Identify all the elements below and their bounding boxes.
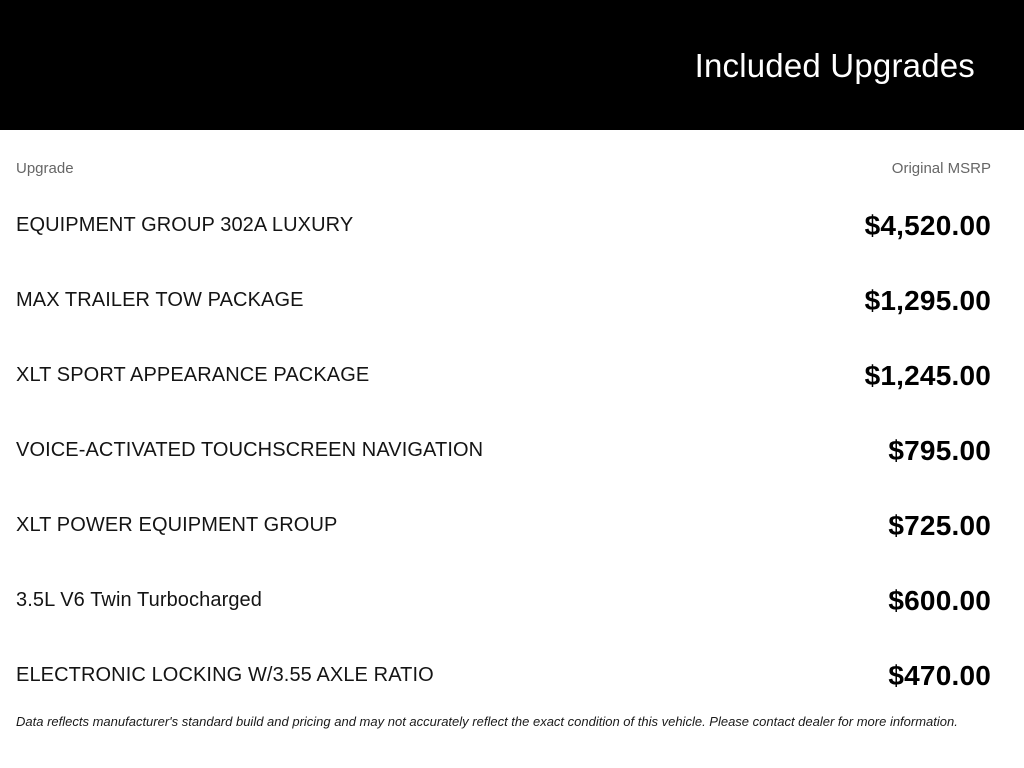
upgrade-name: XLT SPORT APPEARANCE PACKAGE [16, 364, 370, 386]
upgrades-table [0, 130, 1024, 730]
table-row [16, 488, 991, 563]
table-header-row [16, 130, 991, 176]
upgrade-name: VOICE-ACTIVATED TOUCHSCREEN NAVIGATION [16, 439, 484, 461]
table-row [16, 263, 991, 338]
page-title: Included Upgrades [694, 46, 975, 84]
table-body [16, 188, 991, 713]
upgrade-price: $795.00 [888, 434, 991, 466]
column-header-upgrade: Upgrade [16, 160, 74, 177]
upgrade-name: MAX TRAILER TOW PACKAGE [16, 289, 304, 311]
table-row [16, 638, 991, 713]
upgrade-name: ELECTRONIC LOCKING W/3.55 AXLE RATIO [16, 664, 434, 686]
upgrade-price: $1,295.00 [864, 284, 991, 316]
pricing-disclaimer: Data reflects manufacturer's standard build and pricing and may not accurately reflect the exact condition of this vehicle. Please contact dealer for more information. [16, 714, 958, 729]
upgrade-price: $4,520.00 [864, 209, 991, 241]
upgrade-name: EQUIPMENT GROUP 302A LUXURY [16, 214, 354, 236]
table-row [16, 188, 991, 263]
upgrade-name: XLT POWER EQUIPMENT GROUP [16, 514, 338, 536]
upgrade-price: $1,245.00 [864, 359, 991, 391]
column-header-original-msrp: Original MSRP [891, 160, 991, 177]
upgrade-name: 3.5L V6 Twin Turbocharged [16, 589, 262, 611]
table-row [16, 338, 991, 413]
upgrade-price: $725.00 [888, 509, 991, 541]
page-header [0, 0, 1024, 130]
table-row [16, 413, 991, 488]
table-row [16, 563, 991, 638]
upgrade-price: $470.00 [888, 659, 991, 691]
upgrade-price: $600.00 [888, 584, 991, 616]
